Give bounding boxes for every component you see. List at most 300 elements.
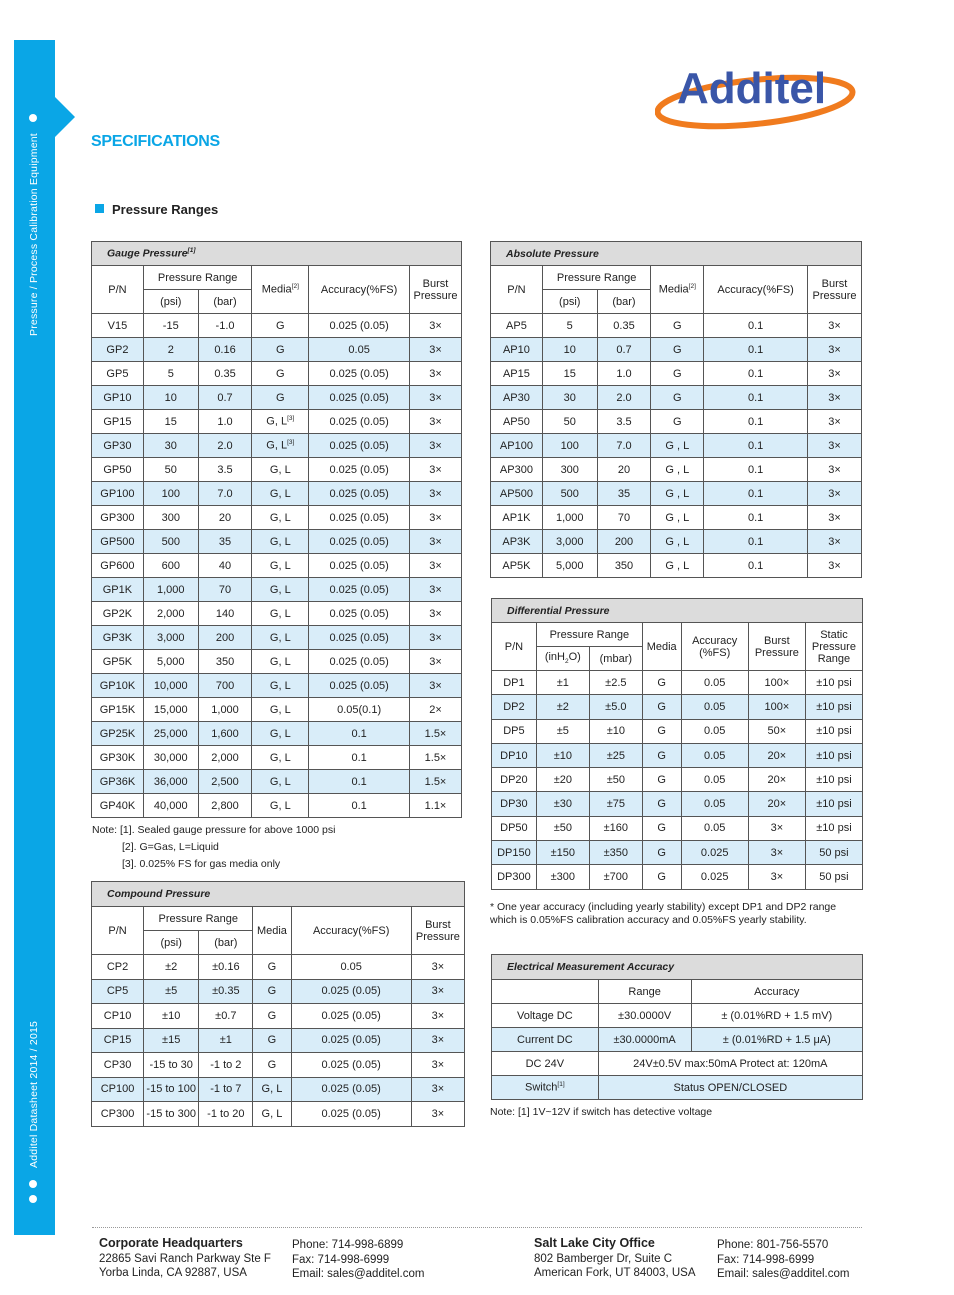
table-cell-pn: GP5: [92, 362, 144, 386]
table-cell-static: ±10 psi: [805, 695, 862, 719]
section-title-text: Pressure Ranges: [112, 202, 219, 217]
table-cell-pn: CP100: [92, 1077, 144, 1102]
table-cell-acc: 0.025 (0.05): [309, 482, 410, 506]
table-cell-psi: ±2: [144, 955, 199, 980]
table-cell-pn: GP2K: [92, 602, 144, 626]
table-cell-psi: 15: [143, 410, 198, 434]
table-row: [92, 722, 462, 746]
table-row: [492, 768, 863, 792]
table-row: [492, 865, 863, 889]
table-cell-media: G, L: [252, 794, 309, 818]
table-cell-bar: 70: [198, 578, 252, 602]
table-cell-media: G, L: [252, 506, 309, 530]
table-cell-media: G: [651, 362, 704, 386]
col-header: (bar): [198, 290, 252, 314]
table-cell-pn: AP30: [491, 386, 543, 410]
table-cell-pn: CP30: [92, 1053, 144, 1078]
col-header: Pressure Range: [144, 907, 253, 931]
table-cell-bar: 200: [597, 530, 651, 554]
table-cell-acc: 0.025 (0.05): [309, 506, 410, 530]
table-cell-bar: 7.0: [597, 434, 651, 458]
table-cell-bar: 70: [597, 506, 651, 530]
table-cell-burst: 50×: [748, 719, 805, 743]
footer-hq-title: Corporate Headquarters: [99, 1236, 243, 1250]
footer-email[interactable]: Email: sales@additel.com: [292, 1268, 425, 1280]
col-header: Accuracy: [691, 980, 862, 1004]
table-cell-pn: DP300: [492, 865, 537, 889]
table-cell-acc: 0.1: [704, 362, 808, 386]
table-cell-media: G , L: [651, 434, 704, 458]
table-cell-pn: GP100: [92, 482, 144, 506]
table-cell-inh2o: ±1: [536, 671, 589, 695]
table-cell-inh2o: ±300: [536, 865, 589, 889]
table-cell-acc: 0.025 (0.05): [291, 1028, 411, 1053]
table-cell-pn: GP25K: [92, 722, 144, 746]
table-cell-media: G , L: [651, 554, 704, 578]
col-header: Burst Pressure: [410, 266, 462, 314]
table-cell-media: G: [253, 1028, 291, 1053]
table-cell-media: G: [252, 386, 309, 410]
table-row: [492, 792, 863, 816]
footer-email[interactable]: Email: sales@additel.com: [717, 1268, 850, 1280]
table-row: [491, 554, 862, 578]
table-cell-acc: 0.1: [704, 434, 808, 458]
table-cell-pn: DP5: [492, 719, 537, 743]
footer-line: 22865 Savi Ranch Parkway Ste F: [99, 1252, 271, 1265]
footer-slc-address: [534, 1236, 696, 1281]
table-cell-psi: 30: [143, 434, 198, 458]
table-row: [92, 794, 462, 818]
table-cell-burst: 3×: [808, 434, 862, 458]
table-cell: ±30.0000mA: [598, 1028, 691, 1052]
table-cell-media: G, L: [252, 602, 309, 626]
table-cell-media: G: [642, 841, 681, 865]
table-row: [92, 1028, 465, 1053]
table-cell-static: ±10 psi: [805, 671, 862, 695]
table-cell-static: 50 psi: [805, 865, 862, 889]
table-cell-media: G, L: [253, 1102, 291, 1127]
electrical-accuracy-table: [491, 954, 863, 1100]
table-row: [92, 338, 462, 362]
footer-fax: Fax: 714-998-6999: [717, 1253, 815, 1266]
table-row: [92, 314, 462, 338]
table-cell-acc: 0.025 (0.05): [309, 602, 410, 626]
table-cell-psi: 25,000: [143, 722, 198, 746]
table-row: [92, 1077, 465, 1102]
table-row: [92, 955, 465, 980]
table-row: [491, 410, 862, 434]
sidebar-category: Pressure / Process Calibration Equipment: [28, 133, 40, 336]
table-cell-acc: 0.1: [704, 506, 808, 530]
table-cell-media: G, L: [252, 722, 309, 746]
table-row: [92, 434, 462, 458]
table-cell-bar: -1.0: [198, 314, 252, 338]
table-cell: ± (0.01%RD + 1.5 μA): [691, 1028, 862, 1052]
table-cell-burst: 1.5×: [410, 722, 462, 746]
table-cell-media: G, L: [253, 1077, 291, 1102]
table-cell-pn: GP300: [92, 506, 144, 530]
table-cell: ±30.0000V: [598, 1004, 691, 1028]
table-cell-inh2o: ±50: [536, 816, 589, 840]
table-cell-bar: 3.5: [597, 410, 651, 434]
table-cell-psi: 10: [143, 386, 198, 410]
table-cell-pn: GP50: [92, 458, 144, 482]
table-cell-burst: 3×: [410, 650, 462, 674]
logo-text: Additel: [677, 64, 827, 113]
table-cell-acc: 0.1: [704, 338, 808, 362]
table-row: [92, 746, 462, 770]
table-cell-acc: 0.025: [681, 865, 748, 889]
table-cell-media: G: [642, 816, 681, 840]
table-row: [492, 743, 863, 767]
table-cell-inh2o: ±20: [536, 768, 589, 792]
sidebar-datasheet: Additel Datasheet 2014 / 2015: [28, 1020, 40, 1168]
table-cell-burst: 3×: [410, 410, 462, 434]
table-cell-burst: 3×: [808, 314, 862, 338]
table-cell-burst: 20×: [748, 792, 805, 816]
col-header: (bar): [597, 290, 651, 314]
table-cell-psi: 40,000: [143, 794, 198, 818]
table-cell-pn: CP300: [92, 1102, 144, 1127]
table-row: [492, 816, 863, 840]
table-cell-pn: V15: [92, 314, 144, 338]
table-cell-psi: 3,000: [143, 626, 198, 650]
table-row: [92, 770, 462, 794]
table-cell-acc: 0.025 (0.05): [309, 410, 410, 434]
table-cell-pn: AP300: [491, 458, 543, 482]
gauge-notes: [92, 822, 335, 873]
sidebar-arrow: [55, 97, 75, 137]
table-cell-bar: 40: [198, 554, 252, 578]
table-cell-bar: 350: [198, 650, 252, 674]
table-cell-acc: 0.1: [704, 530, 808, 554]
table-cell-acc: 0.1: [704, 458, 808, 482]
table-row: [492, 695, 863, 719]
table-cell-burst: 3×: [808, 506, 862, 530]
footer-line: American Fork, UT 84003, USA: [534, 1267, 696, 1279]
table-cell-burst: 3×: [410, 386, 462, 410]
row-label: Voltage DC: [492, 1004, 599, 1028]
table-cell-pn: AP10: [491, 338, 543, 362]
col-header: (mbar): [589, 647, 642, 671]
table-cell-acc: 0.025 (0.05): [291, 1004, 411, 1029]
table-cell-static: ±10 psi: [805, 792, 862, 816]
table-cell-psi: 5,000: [542, 554, 597, 578]
table-cell-bar: 2.0: [198, 434, 252, 458]
sidebar-dot: [29, 1180, 37, 1188]
table-row: [92, 578, 462, 602]
table-row: [491, 482, 862, 506]
table-row: [491, 338, 862, 362]
table-cell-burst: 3×: [808, 386, 862, 410]
table-cell-media: G, L: [252, 458, 309, 482]
col-header: Accuracy(%FS): [309, 266, 410, 314]
table-cell-bar: ±0.16: [199, 955, 253, 980]
table-cell-pn: AP500: [491, 482, 543, 506]
table-cell-bar: -1 to 7: [199, 1077, 253, 1102]
table-cell-bar: 1.0: [198, 410, 252, 434]
table-cell-media: G, L: [252, 578, 309, 602]
table-cell-pn: DP20: [492, 768, 537, 792]
row-label: DC 24V: [492, 1052, 599, 1076]
table-row: [492, 671, 863, 695]
table-cell-media: G: [253, 1004, 291, 1029]
table-cell: ± (0.01%RD + 1.5 mV): [691, 1004, 862, 1028]
table-cell-bar: 2,800: [198, 794, 252, 818]
table-cell-acc: 0.1: [704, 554, 808, 578]
electrical-note: Note: [1] 1V~12V if switch has detective voltage: [490, 1106, 713, 1118]
table-cell-acc: 0.1: [704, 482, 808, 506]
table-cell-acc: 0.025 (0.05): [309, 386, 410, 410]
table-cell-acc: 0.1: [309, 746, 410, 770]
table-cell-acc: 0.05: [681, 743, 748, 767]
table-cell-bar: 35: [198, 530, 252, 554]
table-cell-acc: 0.025 (0.05): [291, 1102, 411, 1127]
table-cell-bar: 200: [198, 626, 252, 650]
table-cell-psi: -15 to 30: [144, 1053, 199, 1078]
table-cell-psi: 1,000: [143, 578, 198, 602]
table-cell-pn: GP5K: [92, 650, 144, 674]
table-row: [92, 1004, 465, 1029]
table-cell-bar: -1 to 2: [199, 1053, 253, 1078]
table-cell-media: G: [253, 955, 291, 980]
table-cell-pn: GP1K: [92, 578, 144, 602]
table-cell-acc: 0.025 (0.05): [291, 979, 411, 1004]
table-cell-acc: 0.05(0.1): [309, 698, 410, 722]
table-cell-psi: 2,000: [143, 602, 198, 626]
table-cell-burst: 3×: [411, 1028, 464, 1053]
table-cell-acc: 0.025 (0.05): [309, 458, 410, 482]
page-title: SPECIFICATIONS: [91, 133, 220, 150]
footer-hq-contact: [292, 1238, 424, 1282]
table-cell-pn: DP2: [492, 695, 537, 719]
table-cell-bar: ±1: [199, 1028, 253, 1053]
table-cell-inh2o: ±150: [536, 841, 589, 865]
table-cell-media: G, L: [252, 530, 309, 554]
col-header: Accuracy(%FS): [291, 907, 411, 955]
table-cell-pn: GP15: [92, 410, 144, 434]
table-cell-pn: AP15: [491, 362, 543, 386]
table-cell-psi: 300: [542, 458, 597, 482]
table-cell-bar: ±0.7: [199, 1004, 253, 1029]
table-cell-bar: 0.7: [597, 338, 651, 362]
table-cell-psi: 2: [143, 338, 198, 362]
table-cell-acc: 0.05: [681, 816, 748, 840]
table-cell-acc: 0.1: [704, 386, 808, 410]
differential-pressure-table: [491, 598, 863, 890]
note-line: which is 0.05%FS calibration accuracy and 0.05%FS yearly stability.: [490, 914, 807, 926]
table-cell-mbar: ±350: [589, 841, 642, 865]
table-cell-media: G , L: [651, 458, 704, 482]
table-cell-pn: GP15K: [92, 698, 144, 722]
table-cell-acc: 0.05: [291, 955, 411, 980]
table-row: [491, 362, 862, 386]
footer-slc-title: Salt Lake City Office: [534, 1236, 655, 1250]
table-cell-static: 50 psi: [805, 841, 862, 865]
table-cell-burst: 3×: [411, 1077, 464, 1102]
table-row: [92, 650, 462, 674]
note-line: Note: [1]. Sealed gauge pressure for above 1000 psi: [92, 824, 336, 836]
table-cell-media: G: [642, 792, 681, 816]
col-header: Burst Pressure: [808, 266, 862, 314]
table-cell-media: G: [252, 338, 309, 362]
table-cell-acc: 0.1: [309, 794, 410, 818]
table-cell-psi: 100: [542, 434, 597, 458]
table-cell-acc: 0.1: [309, 770, 410, 794]
footer-slc-contact: [717, 1238, 849, 1282]
table-cell-media: G: [642, 695, 681, 719]
table-cell-mbar: ±50: [589, 768, 642, 792]
differential-notes: [490, 901, 836, 927]
table-cell-bar: 3.5: [198, 458, 252, 482]
table-cell-bar: 7.0: [198, 482, 252, 506]
table-cell-burst: 1.5×: [410, 770, 462, 794]
table-cell-burst: 3×: [410, 602, 462, 626]
table-title: Absolute Pressure: [491, 242, 862, 266]
footer-line: Yorba Linda, CA 92887, USA: [99, 1267, 247, 1279]
table-cell-burst: 3×: [748, 865, 805, 889]
table-cell-bar: 1,000: [198, 698, 252, 722]
table-cell-burst: 20×: [748, 743, 805, 767]
table-cell-acc: 0.05: [681, 768, 748, 792]
table-cell-pn: DP1: [492, 671, 537, 695]
table-title: Compound Pressure: [92, 882, 465, 907]
table-row: [92, 554, 462, 578]
table-cell-static: ±10 psi: [805, 816, 862, 840]
table-cell-psi: 100: [143, 482, 198, 506]
table-cell-burst: 2×: [410, 698, 462, 722]
footer-line: 802 Bamberger Dr, Suite C: [534, 1252, 673, 1265]
table-row: [92, 506, 462, 530]
table-cell-acc: 0.025: [681, 841, 748, 865]
table-row: [92, 530, 462, 554]
table-cell-acc: 0.025 (0.05): [309, 530, 410, 554]
table-cell-burst: 3×: [410, 482, 462, 506]
table-cell-media: G, L[3]: [252, 434, 309, 458]
table-cell-burst: 3×: [808, 554, 862, 578]
table-cell-acc: 0.025 (0.05): [309, 674, 410, 698]
table-cell-acc: 0.025 (0.05): [291, 1053, 411, 1078]
table-cell-acc: 0.025 (0.05): [291, 1077, 411, 1102]
table-row: [492, 841, 863, 865]
table-row: [92, 698, 462, 722]
table-cell-media: G: [651, 338, 704, 362]
table-cell-burst: 100×: [748, 695, 805, 719]
footer-hq-address: [99, 1236, 271, 1281]
table-cell-burst: 3×: [410, 362, 462, 386]
col-header: (inH$_2$O): [536, 647, 589, 671]
table-cell-pn: DP10: [492, 743, 537, 767]
col-header: Pressure Range: [542, 266, 651, 290]
table-cell-psi: 50: [542, 410, 597, 434]
table-cell-bar: 140: [198, 602, 252, 626]
table-cell-acc: 0.025 (0.05): [309, 650, 410, 674]
table-cell-burst: 3×: [748, 816, 805, 840]
col-header: P/N: [492, 623, 537, 671]
col-header: Static Pressure Range: [805, 623, 862, 671]
table-cell-media: G, L: [252, 746, 309, 770]
table-row: [491, 458, 862, 482]
table-cell-bar: 0.35: [597, 314, 651, 338]
table-cell-psi: 36,000: [143, 770, 198, 794]
table-cell-bar: 350: [597, 554, 651, 578]
table-cell-psi: 5: [542, 314, 597, 338]
row-label: Current DC: [492, 1028, 599, 1052]
note-line: * One year accuracy (including yearly stability) except DP1 and DP2 range: [490, 901, 837, 913]
table-cell-psi: 15,000: [143, 698, 198, 722]
table-row: [92, 602, 462, 626]
col-header: Media[2]: [252, 266, 309, 314]
table-cell-psi: 600: [143, 554, 198, 578]
col-header: (bar): [199, 931, 253, 955]
table-cell-burst: 3×: [410, 578, 462, 602]
table-cell-pn: AP50: [491, 410, 543, 434]
col-header: Media[2]: [651, 266, 704, 314]
table-cell-bar: 20: [198, 506, 252, 530]
table-row: [491, 386, 862, 410]
table-cell-media: G: [642, 768, 681, 792]
table-cell-bar: ±0.35: [199, 979, 253, 1004]
table-cell-mbar: ±160: [589, 816, 642, 840]
table-cell-acc: 0.1: [704, 410, 808, 434]
absolute-pressure-table: [490, 241, 862, 578]
table-cell-pn: CP15: [92, 1028, 144, 1053]
table-cell-burst: 100×: [748, 671, 805, 695]
table-cell-acc: 0.1: [704, 314, 808, 338]
table-row: [491, 530, 862, 554]
col-header: P/N: [92, 266, 144, 314]
table-cell-burst: 3×: [748, 841, 805, 865]
table-cell-media: G , L: [651, 506, 704, 530]
table-cell-psi: ±5: [144, 979, 199, 1004]
table-cell: 24V±0.5V max:50mA Protect at: 120mA: [598, 1052, 862, 1076]
table-cell-burst: 3×: [411, 1004, 464, 1029]
table-row: [92, 410, 462, 434]
table-row: [92, 362, 462, 386]
table-row: [92, 458, 462, 482]
table-cell-acc: 0.025 (0.05): [309, 578, 410, 602]
col-header: Media: [642, 623, 681, 671]
col-header: Pressure Range: [143, 266, 252, 290]
col-header: (psi): [542, 290, 597, 314]
table-cell: Status OPEN/CLOSED: [598, 1076, 862, 1100]
table-cell-pn: AP100: [491, 434, 543, 458]
table-cell-media: G, L: [252, 650, 309, 674]
table-cell-mbar: ±700: [589, 865, 642, 889]
table-cell-pn: GP30K: [92, 746, 144, 770]
table-cell-pn: DP30: [492, 792, 537, 816]
table-title: Electrical Measurement Accuracy: [492, 955, 863, 980]
table-cell-media: G: [642, 671, 681, 695]
table-cell-pn: AP1K: [491, 506, 543, 530]
compound-pressure-table: [91, 881, 465, 1127]
table-cell-bar: 700: [198, 674, 252, 698]
col-header: Accuracy(%FS): [704, 266, 808, 314]
table-cell-burst: 3×: [808, 410, 862, 434]
table-cell-acc: 0.025 (0.05): [309, 362, 410, 386]
gauge-pressure-table: [91, 241, 462, 818]
table-cell-psi: ±10: [144, 1004, 199, 1029]
col-header: (psi): [143, 290, 198, 314]
table-cell-psi: 300: [143, 506, 198, 530]
table-cell-media: G, L[3]: [252, 410, 309, 434]
table-cell-burst: 3×: [808, 458, 862, 482]
table-cell-acc: 0.025 (0.05): [309, 554, 410, 578]
table-title: Differential Pressure: [492, 599, 863, 623]
table-cell-burst: 3×: [808, 482, 862, 506]
table-cell-bar: 35: [597, 482, 651, 506]
table-cell-psi: -15 to 100: [144, 1077, 199, 1102]
